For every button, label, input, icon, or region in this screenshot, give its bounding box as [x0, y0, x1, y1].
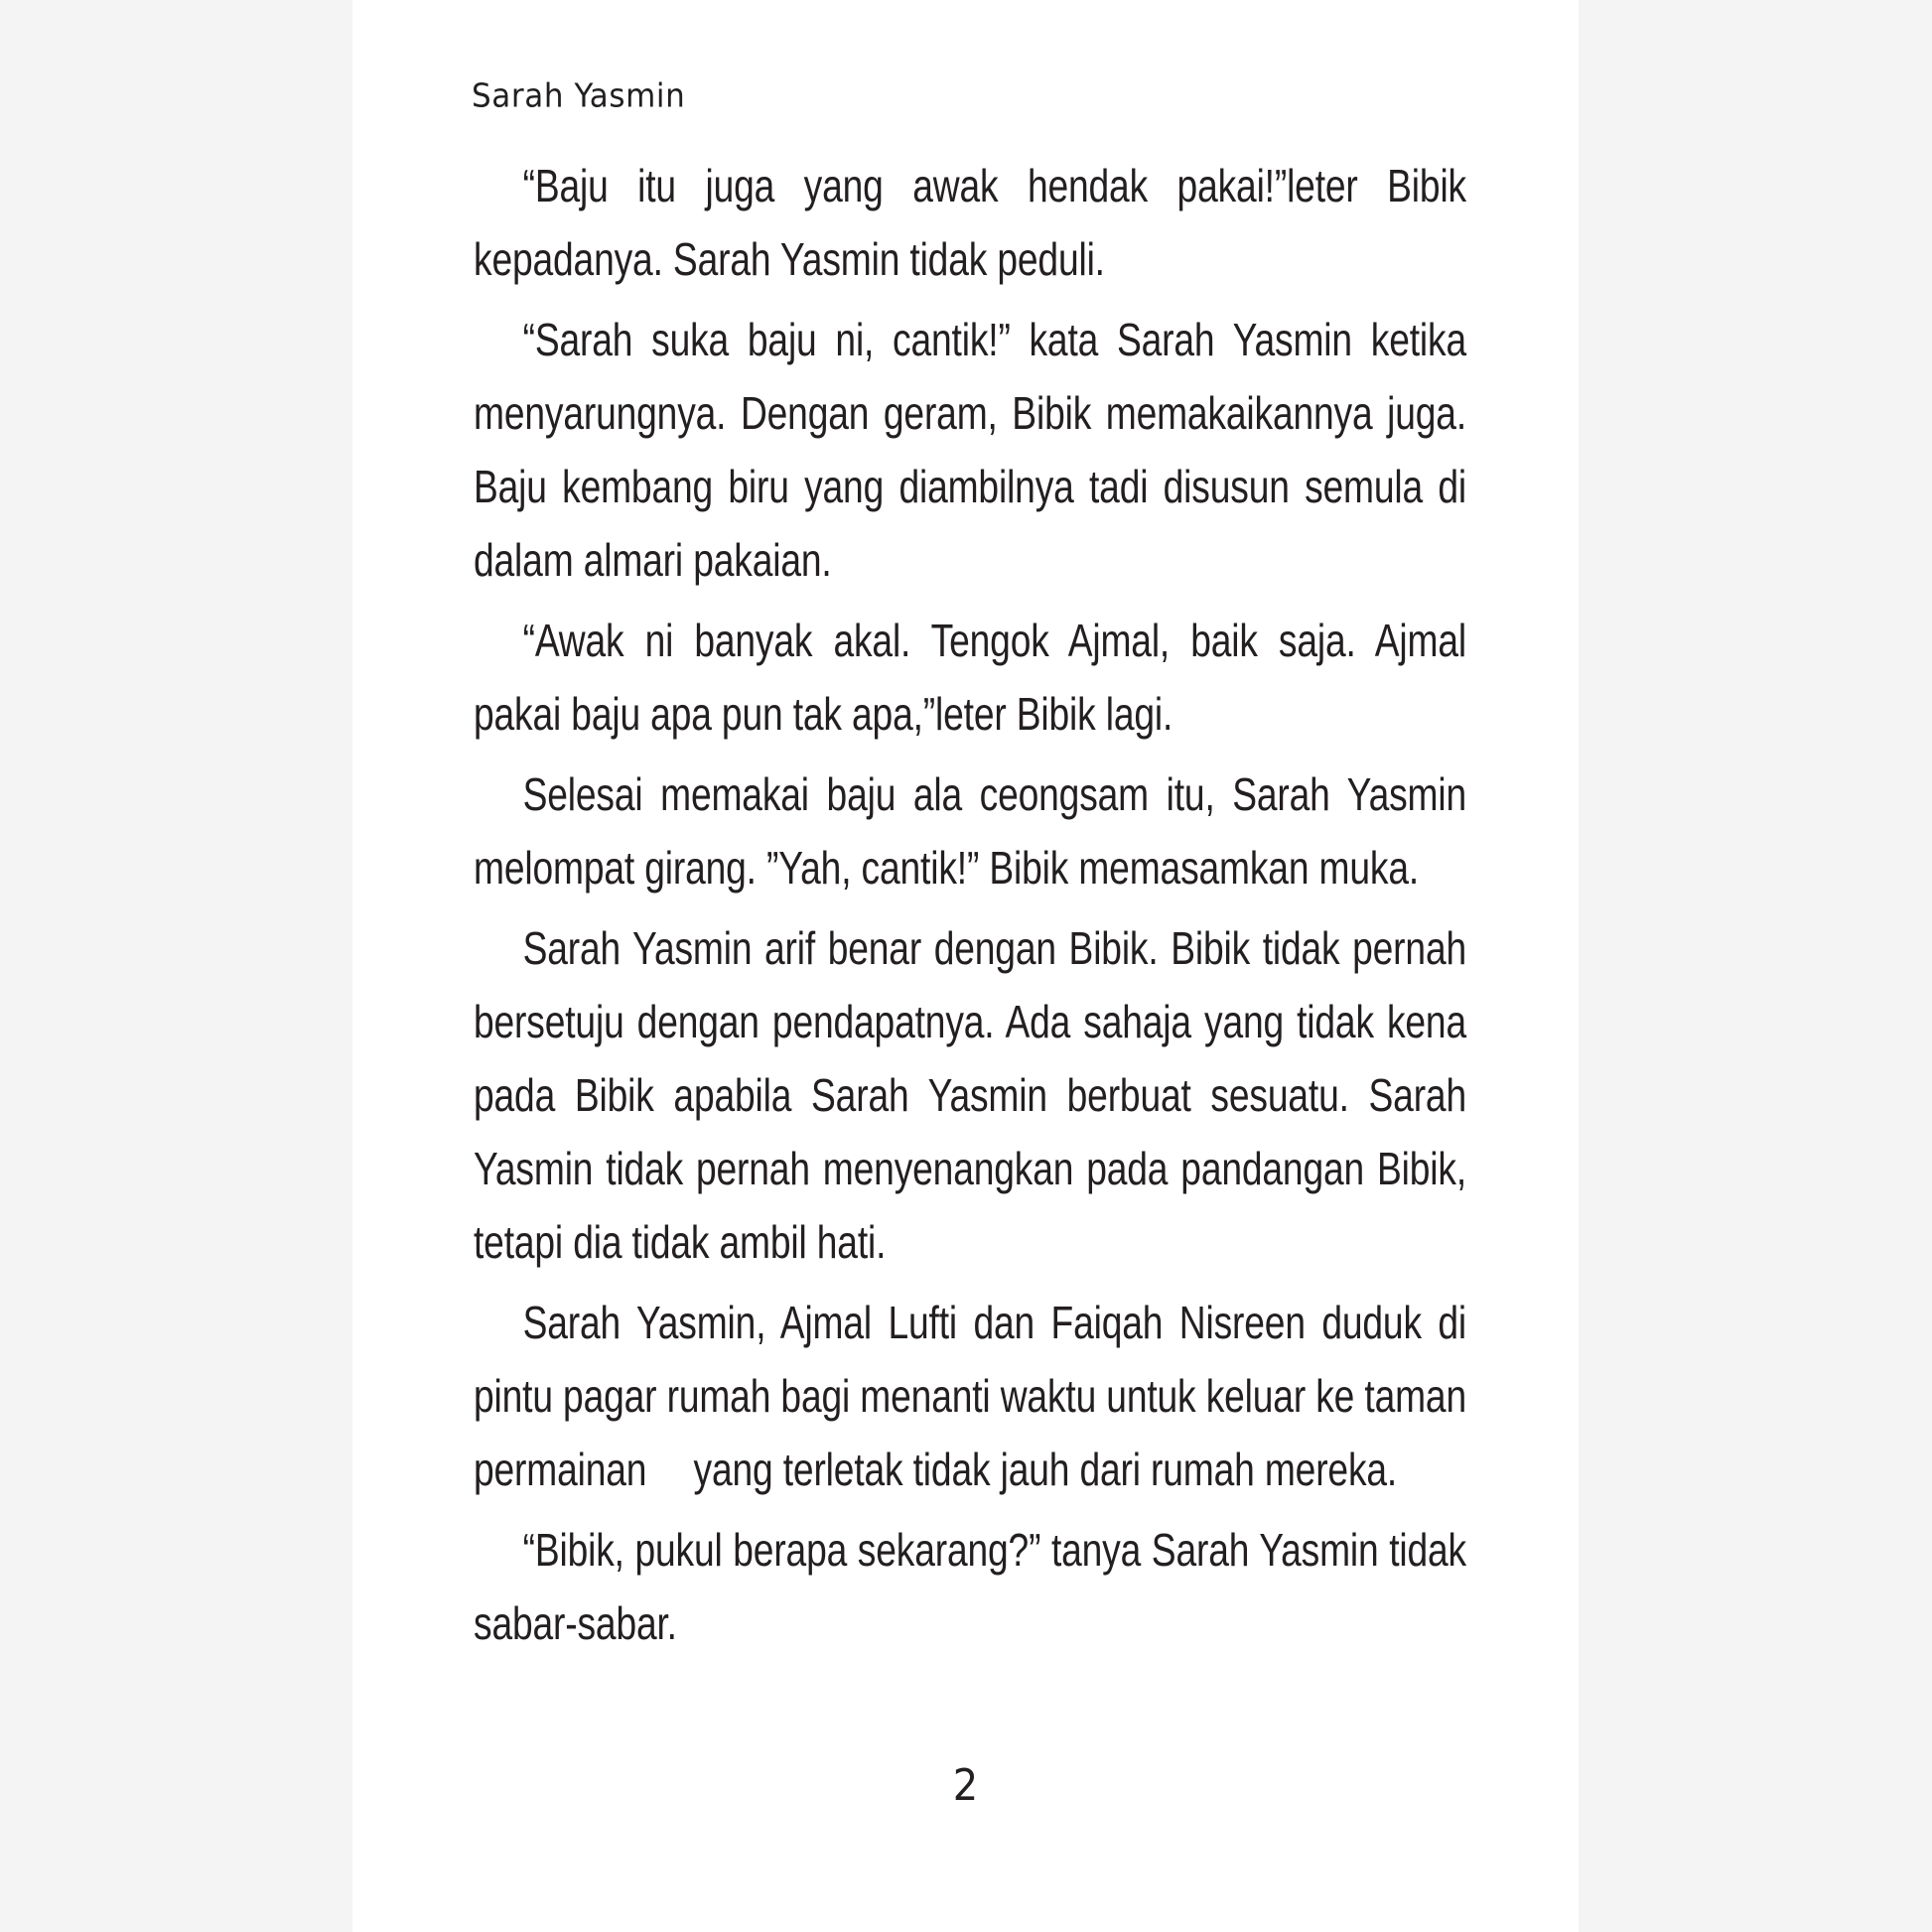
paragraph: “Baju itu juga yang awak hendak pakai!”leter Bibik kepadanya. Sarah Yasmin tidak peduli.: [474, 160, 1466, 285]
paragraph: “Sarah suka baju ni, cantik!” kata Sarah Yasmin ketika menyarungnya. Dengan geram, Bibik memakaikannya juga. Baju kembang biru yang diambilnya tadi disusun semula di dalam almari pakaian.: [474, 314, 1466, 586]
paragraph: “Bibik, pukul berapa sekarang?” tanya Sarah Yasmin tidak sabar-sabar.: [474, 1524, 1466, 1649]
running-head: Sarah Yasmin: [472, 77, 686, 116]
paragraph: Sarah Yasmin arif benar dengan Bibik. Bibik tidak pernah bersetuju dengan pendapatnya. Ada sahaja yang tidak kena pada Bibik apabila Sarah Yasmin berbuat sesuatu. Sarah Yasmin tidak pernah menyenangkan pada pandangan Bibik, tetapi dia tidak ambil hati.: [474, 922, 1466, 1268]
paragraph: “Awak ni banyak akal. Tengok Ajmal, baik saja. Ajmal pakai baju apa pun tak apa,”leter Bibik lagi.: [474, 615, 1466, 740]
paragraph: Sarah Yasmin, Ajmal Lufti dan Faiqah Nisreen duduk di pintu pagar rumah bagi menanti waktu untuk keluar ke taman permainan yang terletak tidak jauh dari rumah mereka.: [474, 1297, 1466, 1495]
page-number: 2: [952, 1761, 979, 1811]
body-text-block: [474, 149, 1466, 1660]
paragraph: Selesai memakai baju ala ceongsam itu, Sarah Yasmin melompat girang. ”Yah, cantik!” Bibik memasamkan muka.: [474, 768, 1466, 894]
book-page-sheet: [352, 0, 1579, 1932]
